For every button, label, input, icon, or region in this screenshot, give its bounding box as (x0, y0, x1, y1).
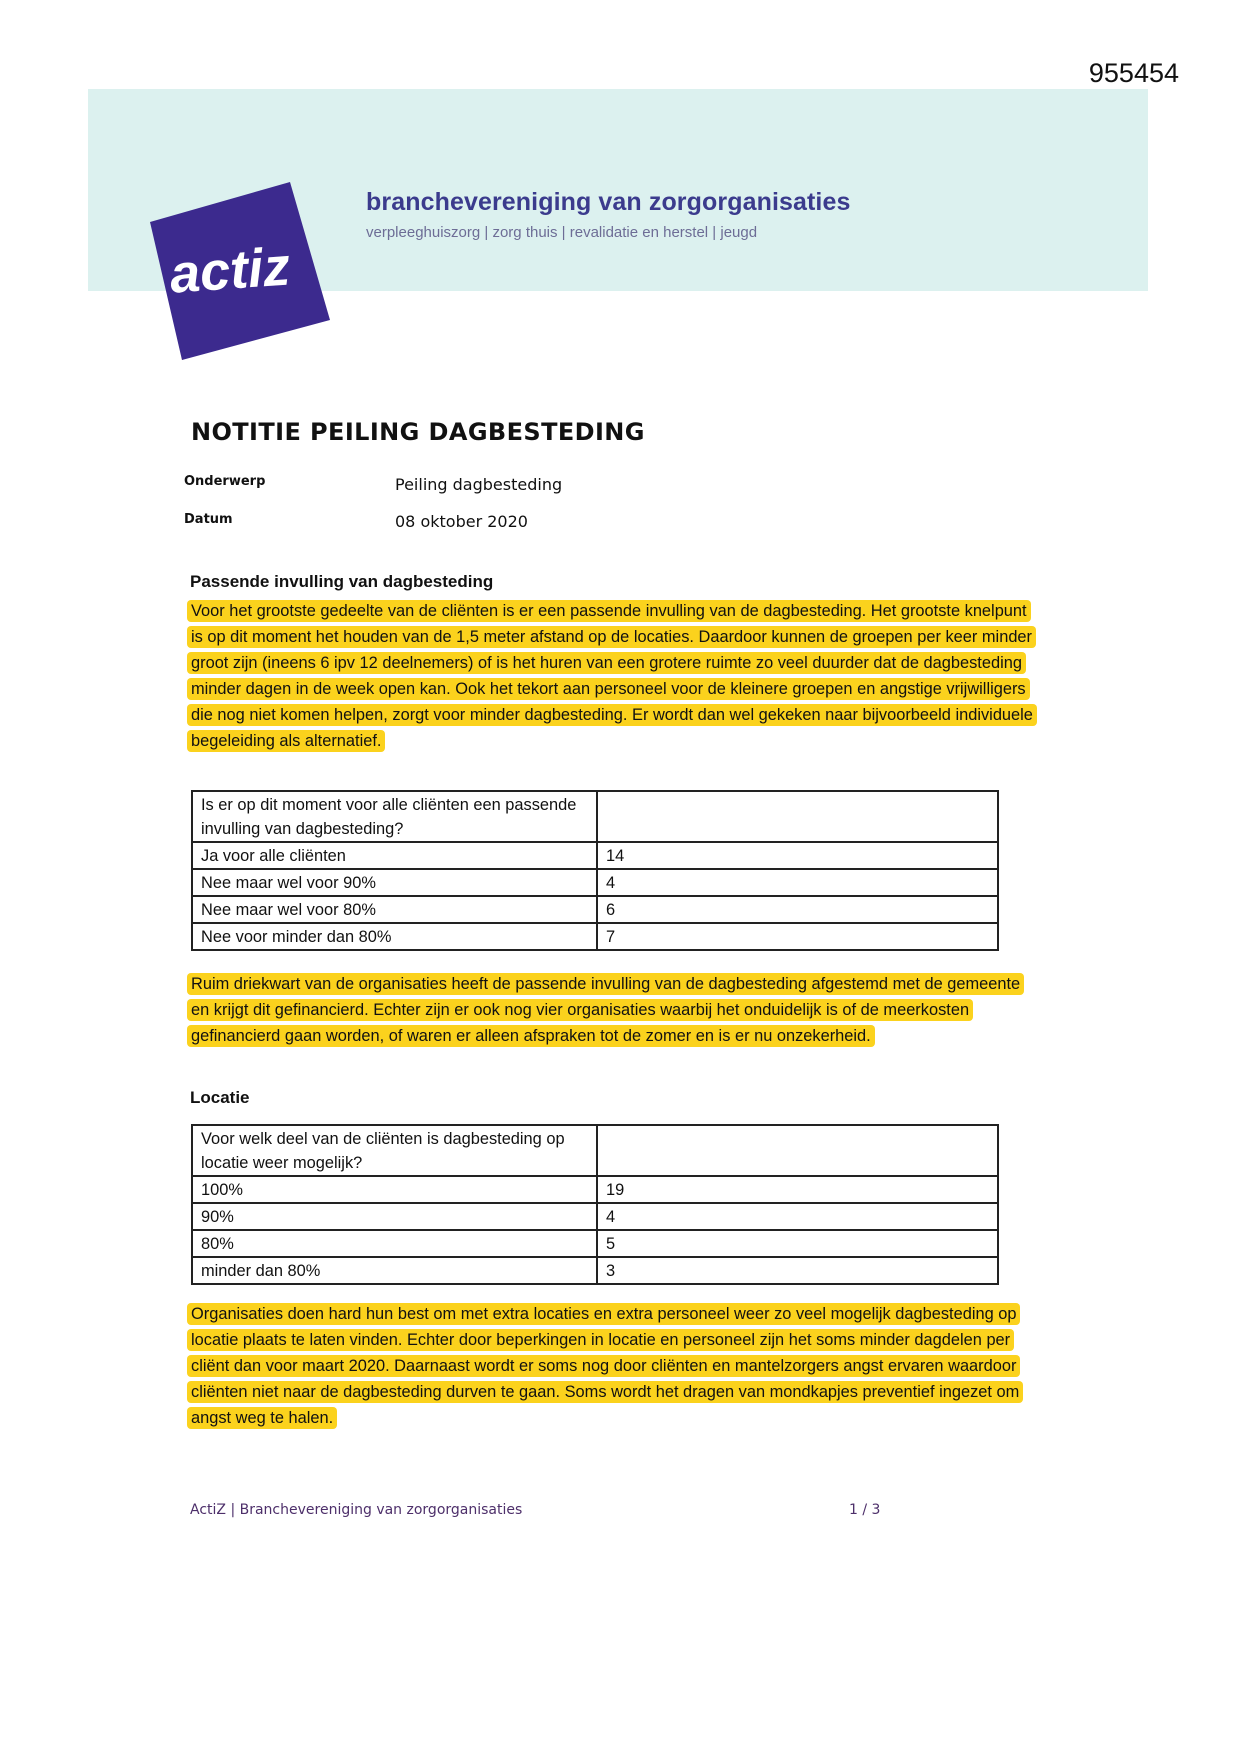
meta-label-datum: Datum (184, 512, 233, 527)
table-row (192, 1176, 998, 1203)
document-id: 955454 (1088, 58, 1179, 88)
logo-text: actiz (167, 236, 292, 305)
table-question: Voor welk deel van de cliënten is dagbesteding op locatie weer mogelijk? (192, 1125, 597, 1176)
paragraph-financiering (187, 971, 1037, 1049)
table-passende-invulling (191, 790, 999, 951)
table-row-value: 3 (597, 1257, 998, 1284)
table-row-label: minder dan 80% (192, 1257, 597, 1284)
table-row-label: Nee maar wel voor 90% (192, 869, 597, 896)
section-heading-passende-invulling: Passende invulling van dagbesteding (190, 572, 494, 591)
table-row-label: Nee maar wel voor 80% (192, 896, 597, 923)
meta-value-onderwerp: Peiling dagbesteding (395, 475, 563, 494)
highlighted-text: Ruim driekwart van de organisaties heeft de passende invulling van de dagbesteding afgestemd met de gemeente en krijgt dit gefinancierd. Echter zijn er ook nog vier organisaties waarbij het onduidelijk is of de meerkosten gefinancierd gaan worden, of waren er alleen afspraken tot de zomer en is er nu onzekerheid. (187, 973, 1024, 1047)
document-title: NOTITIE PEILING DAGBESTEDING (191, 418, 645, 446)
actiz-logo (148, 182, 338, 362)
table-row-value: 4 (597, 1203, 998, 1230)
table-question-empty (597, 791, 998, 842)
table-row (192, 896, 998, 923)
paragraph-locatie (187, 1301, 1037, 1431)
table-row (192, 869, 998, 896)
table-question-empty (597, 1125, 998, 1176)
table-row (192, 1203, 998, 1230)
table-row-value: 5 (597, 1230, 998, 1257)
table-row-label: 80% (192, 1230, 597, 1257)
brand-subtitle: verpleeghuiszorg | zorg thuis | revalidatie en herstel | jeugd (366, 224, 758, 241)
footer-organization: ActiZ | Branchevereniging van zorgorganisaties (190, 1502, 523, 1518)
table-row (192, 842, 998, 869)
paragraph-passende-invulling (187, 598, 1037, 754)
table-header-row (192, 791, 998, 842)
table-row-value: 14 (597, 842, 998, 869)
table-row-label: 90% (192, 1203, 597, 1230)
table-row-label: Ja voor alle cliënten (192, 842, 597, 869)
section-heading-locatie: Locatie (190, 1088, 250, 1107)
table-row-value: 6 (597, 896, 998, 923)
table-row-value: 19 (597, 1176, 998, 1203)
footer-page-number: 1 / 3 (849, 1502, 881, 1518)
table-row-value: 7 (597, 923, 998, 950)
highlighted-text: Organisaties doen hard hun best om met extra locaties en extra personeel weer zo veel mogelijk dagbesteding op locatie plaats te laten vinden. Echter door beperkingen in locatie en personeel zijn het soms minder dagdelen per cliënt dan voor maart 2020. Daarnaast wordt er soms nog door cliënten en mantelzorgers angst ervaren waardoor cliënten niet naar de dagbesteding durven te gaan. Soms wordt het dragen van mondkapjes preventief ingezet om angst weg te halen. (187, 1303, 1023, 1429)
table-question: Is er op dit moment voor alle cliënten een passende invulling van dagbesteding? (192, 791, 597, 842)
table-row (192, 1230, 998, 1257)
brand-title: branchevereniging van zorgorganisaties (366, 188, 851, 216)
table-row-label: Nee voor minder dan 80% (192, 923, 597, 950)
meta-value-datum: 08 oktober 2020 (395, 512, 528, 531)
table-row-value: 4 (597, 869, 998, 896)
table-row (192, 923, 998, 950)
table-locatie (191, 1124, 999, 1285)
table-row (192, 1257, 998, 1284)
meta-label-onderwerp: Onderwerp (184, 474, 266, 489)
table-header-row (192, 1125, 998, 1176)
highlighted-text: Voor het grootste gedeelte van de cliënten is er een passende invulling van de dagbesteding. Het grootste knelpunt is op dit moment het houden van de 1,5 meter afstand op de locaties. Daardoor kunnen de groepen per keer minder groot zijn (ineens 6 ipv 12 deelnemers) of is het huren van een grotere ruimte zo veel duurder dat de dagbesteding minder dagen in de week open kan. Ook het tekort aan personeel voor de kleinere groepen en angstige vrijwilligers die nog niet komen helpen, zorgt voor minder dagbesteding. Er wordt dan wel gekeken naar bijvoorbeeld individuele begeleiding als alternatief. (187, 600, 1037, 752)
table-row-label: 100% (192, 1176, 597, 1203)
